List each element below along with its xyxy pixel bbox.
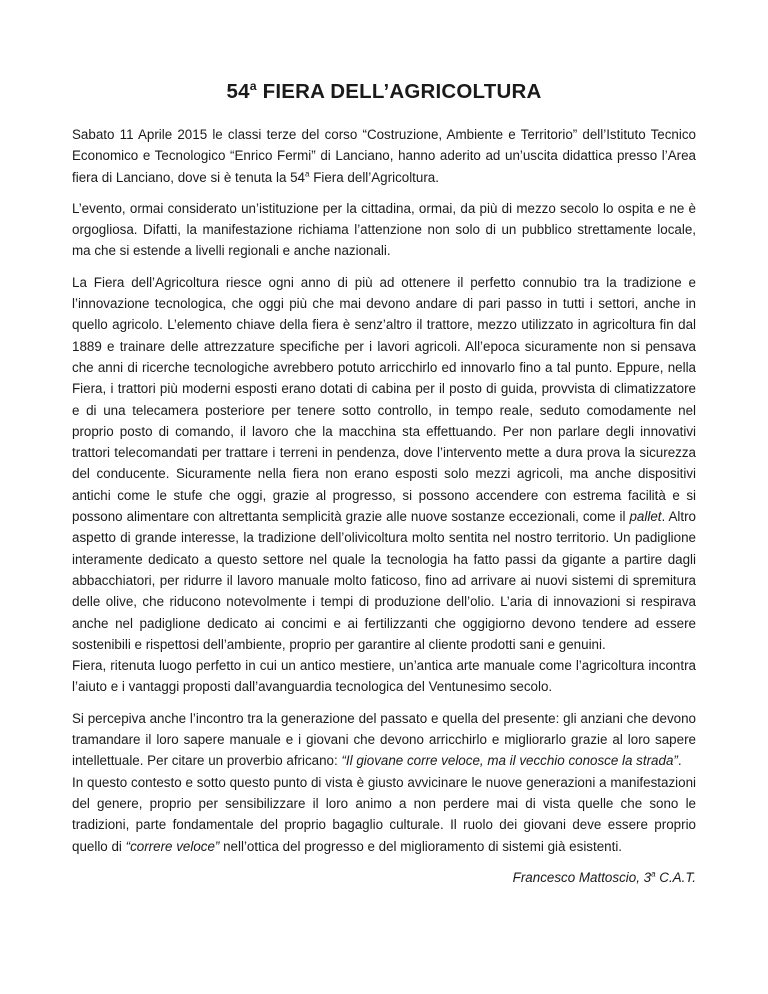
paragraph-fair-conclusion: Fiera, ritenuta luogo perfetto in cui un antico mestiere, un’antica arte manuale come l’agricoltura incontra l’aiuto e i vantaggi proposti dall’avanguardia tecnologica del Ventunesimo secolo.: [72, 658, 696, 695]
paragraph-generations-end: .: [677, 753, 682, 769]
paragraph-context-text: In questo contesto e sotto questo punto di vista è giusto avvicinare le nuove generazioni a manifestazioni del genere, proprio per sensibilizzare il loro animo a non perdere mai di vista quelle che sono le tradizioni, parte fondamentale del proprio bagaglio culturale. Il ruolo dei giovani deve essere proprio quello di: [72, 774, 696, 854]
title-text: FIERA DELL’AGRICOLTURA: [256, 80, 542, 103]
author-class-superscript: a: [651, 869, 656, 879]
document-title: [72, 80, 696, 104]
paragraph-fair: [72, 272, 696, 655]
author-signature: [72, 867, 696, 888]
paragraph-event: L’evento, ormai considerato un’istituzione per la cittadina, ormai, da più di mezzo secolo lo ospita e ne è orgogliosa. Difatti, la manifestazione richiama l’attenzione non solo di un pubblico strettamente locale, ma che si estende a livelli regionali e anche nazionali.: [72, 200, 696, 259]
paragraph-context-end: nell’ottica del progresso e del miglioramento di sistemi già esistenti.: [219, 838, 623, 854]
paragraph-fair-italic: pallet: [629, 509, 662, 525]
proverb-quote: “Il giovane corre veloce, ma il vecchio conosce la strada”: [341, 753, 678, 769]
title-number: 54: [226, 80, 250, 103]
title-superscript: a: [249, 79, 257, 94]
paragraph-context-italic: “correre veloce”: [125, 838, 220, 854]
author-name: Francesco Mattoscio, 3: [512, 869, 652, 885]
paragraph-intro-superscript: a: [305, 169, 310, 179]
paragraph-generations: [72, 708, 696, 772]
paragraph-fair-end: . Altro aspetto di grande interesse, la tradizione dell’olivicoltura molto sentita nel nostro territorio. Un padiglione interamente dedicato a questo settore nel quale la tecnologia ha fatto passi da gigante a partire dagli abbacchiatori, per ridurre il lavoro manuale molto faticoso, fino ad arrivare ai nuovi sistemi di spremitura delle olive, che riducono notevolmente i tempi di produzione dell’olio. L’aria di innovazioni si respirava anche nel padiglione dedicato ai concimi e ai fertilizzanti che oggigiorno devono tendere ad essere sostenibili e rispettosi dell’ambiente, proprio per garantire al cliente prodotti sani e genuini.: [72, 509, 696, 652]
paragraph-intro: [72, 124, 696, 188]
paragraph-intro-text: Sabato 11 Aprile 2015 le classi terze del corso “Costruzione, Ambiente e Territorio” dell’Istituto Tecnico Economico e Tecnologico “Enrico Fermi” di Lanciano, hanno aderito ad un’uscita didattica presso l’Area fiera di Lanciano, dove si è tenuta la 54: [72, 127, 696, 185]
paragraph-context: [72, 772, 696, 857]
paragraph-generations-text: Si percepiva anche l’incontro tra la generazione del passato e quella del presente: gli anziani che devono tramandare il loro sapere manuale e i giovani che devono arricchirlo e migliorarlo grazie al loro sapere intellettuale. Per citare un proverbio africano:: [72, 710, 696, 769]
paragraph-fair-text: La Fiera dell’Agricoltura riesce ogni anno di più ad ottenere il perfetto connubio tra la tradizione e l’innovazione tecnologica, che oggi più che mai devono andare di pari passo in tutti i settori, anche in quello agricolo. L’elemento chiave della fiera è senz’altro il trattore, mezzo utilizzato in agricoltura fin dal 1889 e trainare delle attrezzature specifiche per i lavori agricoli. All’epoca sicuramente non si pensava che anni di ricerche tecnologiche avrebbero potuto arricchirlo ed innovarlo fino a tal punto. Eppure, nella Fiera, i trattori più moderni esposti erano dotati di cabina per il posto di guida, provvista di climatizzatore e di una telecamera posteriore per tenere sotto controllo, in tempo reale, seduto comodamente nel proprio posto di comando, il lavoro che la macchina sta effettuando. Per non parlare degli innovativi trattori telecomandati per trattare i terreni in pendenza, dove l’intervento mette a dura prova la sicurezza del conducente. Sicuramente nella fiera non erano esposti solo mezzi agricoli, ma anche dispositivi antichi come le stufe che oggi, grazie al progresso, si possono accendere con estrema facilità e si possono alimentare con altrettanta semplicità grazie alle nuove sostanze eccezionali, come il: [72, 274, 696, 525]
author-class: C.A.T.: [655, 869, 696, 885]
paragraph-intro-end: Fiera dell’Agricoltura.: [309, 169, 439, 185]
